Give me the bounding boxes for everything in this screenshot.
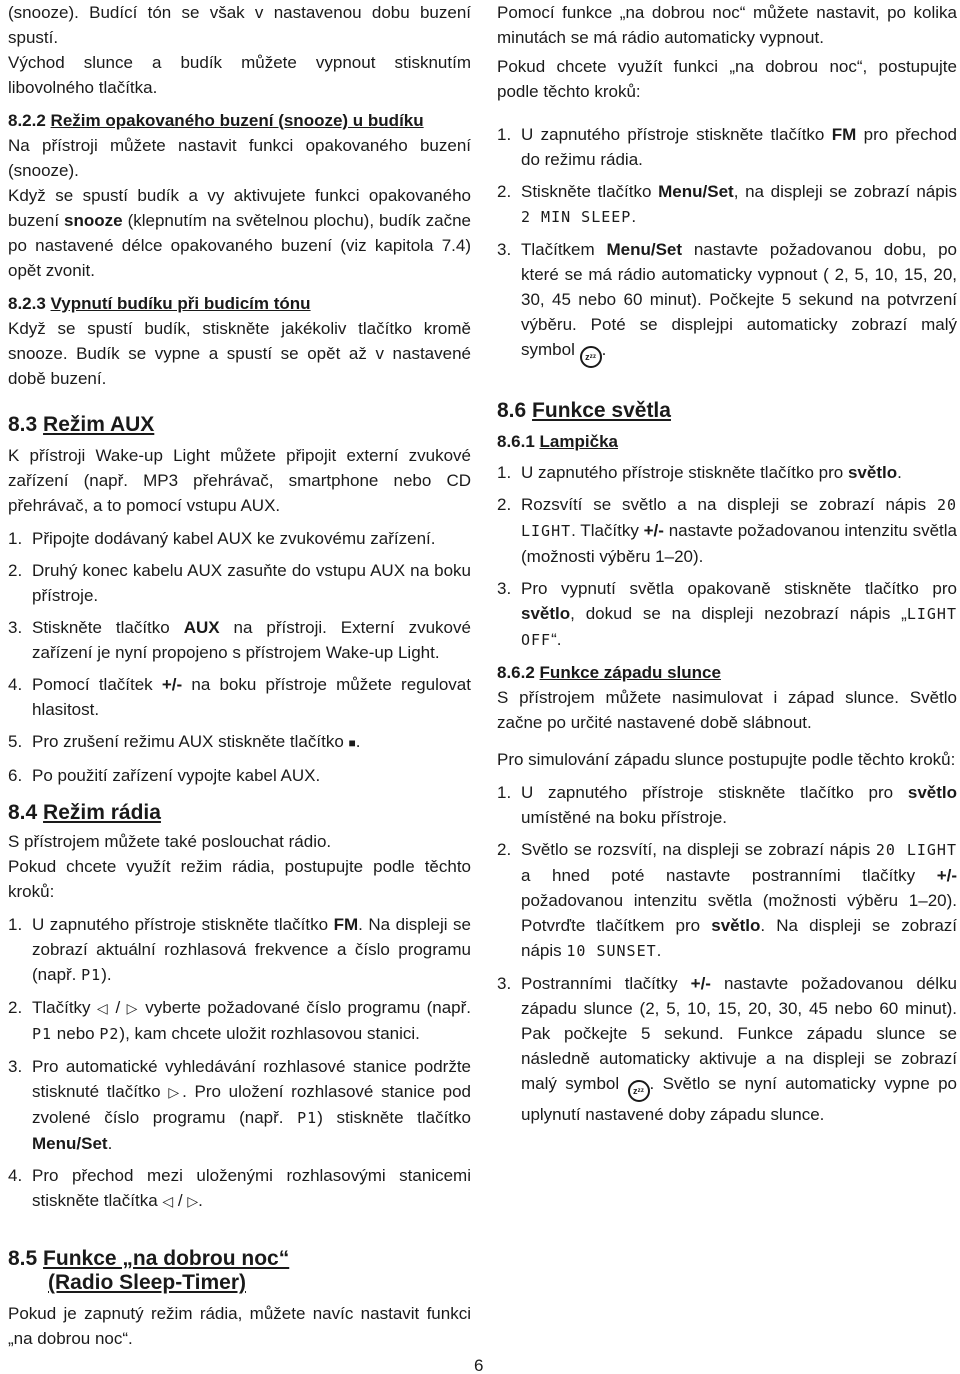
lcd-text: P1 xyxy=(32,1025,53,1043)
list-item: 3. Tlačítkem Menu/Set nastavte požadovanou dobu, po které se má rádio automaticky vypnout ( 2, 5, 10, 15, 20, 30, 45 nebo 60 minut). Počkejte 5 sekund na potvrzení výběru. Poté se displejpi automaticky zobrazí malý symbol zᶻᶻ . xyxy=(497,237,957,368)
subsection-heading-8-6-2: 8.6.2 Funkce západu slunce xyxy=(497,663,721,682)
section-heading-8-4: 8.4 Režim rádia xyxy=(8,801,161,824)
next-icon: ▷ xyxy=(126,1000,139,1016)
sleep-zzz-icon: zᶻᶻ xyxy=(580,346,602,368)
paragraph: S přístrojem můžete také poslouchat rádio. xyxy=(8,832,332,851)
lcd-text: 20 LIGHT xyxy=(875,841,957,859)
previous-icon: ◁ xyxy=(162,1193,174,1209)
right-column xyxy=(497,0,957,1134)
lcd-text: LIGHT OFF xyxy=(521,605,957,649)
lcd-text: 10 SUNSET xyxy=(566,942,657,960)
lcd-text: P1 xyxy=(81,966,102,984)
list-item: 6. Po použití zařízení vypojte kabel AUX. xyxy=(8,766,321,785)
subsection-heading-8-6-1: 8.6.1 Lampička xyxy=(497,432,618,451)
paragraph: Na přístroji můžete nastavit funkci opakovaného buzení (snooze). xyxy=(8,136,471,180)
list-item: 1. Připojte dodávaný kabel AUX ke zvukovému zařízení. xyxy=(8,529,436,548)
sunset-steps-list xyxy=(497,780,957,1127)
paragraph: Pokud chcete využít režim rádia, postupujte podle těchto kroků: xyxy=(8,857,471,901)
lamp-steps-list xyxy=(497,460,957,653)
paragraph: Pro simulování západu slunce postupujte podle těchto kroků: xyxy=(497,750,956,769)
list-item: 2. Tlačítky ◁ / ▷ vyberte požadované číslo programu (např. P1 nebo P2), kam chcete uložit rozhlasovou stanici. xyxy=(8,998,471,1043)
list-item: 2. Stiskněte tlačítko Menu/Set, na displeji se zobrazí nápis 2 MIN SLEEP. xyxy=(497,182,957,226)
paragraph: Pokud je zapnutý režim rádia, můžete navíc nastavit funkci „na dobrou noc“. xyxy=(8,1304,471,1348)
sleep-timer-steps-list xyxy=(497,122,957,368)
left-column xyxy=(8,0,471,1351)
page-number: 6 xyxy=(474,1356,484,1374)
paragraph: Když se spustí budík a vy aktivujete funkci opakovaného buzení snooze (klepnutím na světelnou plochu), budík začne po nastavené délce opakovaného buzení (viz kapitola 7.4) opět zvonit. xyxy=(8,186,471,280)
sleep-zzz-icon: zᶻᶻ xyxy=(628,1080,650,1102)
section-heading-8-6: 8.6 Funkce světla xyxy=(497,399,671,422)
lcd-text: P2 xyxy=(99,1025,120,1043)
section-heading-8-5: 8.5 Funkce „na dobrou noc“ (Radio Sleep-Timer) xyxy=(8,1247,290,1294)
list-item: 3. Stiskněte tlačítko AUX na přístroji. Externí zvukové zařízení je nyní propojeno s přístrojem Wake-up Light. xyxy=(8,618,471,662)
paragraph: Východ slunce a budík můžete vypnout stisknutím libovolného tlačítka. xyxy=(8,53,471,97)
paragraph: Pomocí funkce „na dobrou noc“ můžete nastavit, po kolika minutách se má rádio automaticky vypnout. xyxy=(497,3,957,47)
list-item: 2. Světlo se rozsvítí, na displeji se zobrazí nápis 20 LIGHT a hned poté nastavte postranními tlačítky +/- požadovanou intenzitu světla (možnosti výběru 1–20). Potvrďte tlačítkem pro světlo. Na displeji se zobrazí nápis 10 SUNSET. xyxy=(497,840,957,960)
next-icon: ▷ xyxy=(187,1193,199,1209)
next-icon: ▷ xyxy=(168,1084,183,1100)
paragraph: Pokud chcete využít funkci „na dobrou noc“, postupujte podle těchto kroků: xyxy=(497,57,957,101)
list-item: 3. Postranními tlačítky +/- nastavte požadovanou délku západu slunce (2, 5, 10, 15, 20, 30, 45 nebo 60 minut). Pak počkejte 5 sekund. Funkce západu slunce se následně automaticky aktivuje a na displeji se zobrazí malý symbol zᶻᶻ . Světlo se nyní automaticky vypne po uplynutí nastavené doby západu slunce. xyxy=(497,974,957,1124)
stop-icon: ■ xyxy=(348,736,356,750)
list-item: 5. Pro zrušení režimu AUX stiskněte tlačítko ■. xyxy=(8,732,361,751)
list-item: 4. Pomocí tlačítek +/- na boku přístroje můžete regulovat hlasitost. xyxy=(8,675,471,719)
list-item: 1. U zapnutého přístroje stiskněte tlačítko FM pro přechod do režimu rádia. xyxy=(497,125,957,169)
paragraph: S přístrojem můžete nasimulovat i západ slunce. Světlo začne po určité nastavené době slábnout. xyxy=(497,688,957,732)
subsection-heading-8-2-2: 8.2.2 Režim opakovaného buzení (snooze) u budíku xyxy=(8,111,424,130)
lcd-text: P1 xyxy=(297,1109,318,1127)
list-item: 2. Druhý konec kabelu AUX zasuňte do vstupu AUX na boku přístroje. xyxy=(8,561,471,605)
paragraph: Když se spustí budík, stiskněte jakékoliv tlačítko kromě snooze. Budík se vypne a spustí se opět až v nastavené době buzení. xyxy=(8,319,471,388)
list-item: 2. Rozsvítí se světlo a na displeji se zobrazí nápis 20 LIGHT. Tlačítky +/- nastavte požadovanou intenzitu světla (možnosti výběru 1–20). xyxy=(497,495,957,566)
aux-steps-list xyxy=(8,526,471,788)
list-item: 4. Pro přechod mezi uloženými rozhlasovými stanicemi stiskněte tlačítka ◁ / ▷. xyxy=(8,1166,471,1210)
list-item: 1. U zapnutého přístroje stiskněte tlačítko pro světlo. xyxy=(497,463,902,482)
list-item: 3. Pro vypnutí světla opakovaně stiskněte tlačítko pro světlo, dokud se na displeji nezobrazí nápis „LIGHT OFF“. xyxy=(497,579,957,649)
list-item: 1. U zapnutého přístroje stiskněte tlačítko FM. Na displeji se zobrazí aktuální rozhlasová frekvence a číslo programu (např. P1). xyxy=(8,915,471,984)
paragraph: (snooze). Budící tón se však v nastavenou dobu buzení spustí. xyxy=(8,3,471,47)
previous-icon: ◁ xyxy=(96,1000,110,1016)
list-item: 3. Pro automatické vyhledávání rozhlasové stanice podržte stisknuté tlačítko ▷. Pro uložení rozhlasové stanice pod zvolené číslo programu (např. P1) stiskněte tlačítko Menu/Set. xyxy=(8,1057,471,1153)
lcd-text: 2 MIN SLEEP xyxy=(521,208,632,226)
list-item: 1. U zapnutého přístroje stiskněte tlačítko pro světlo umístěné na boku přístroje. xyxy=(497,783,957,827)
radio-steps-list xyxy=(8,912,471,1214)
paragraph: K přístroji Wake-up Light můžete připojit externí zvukové zařízení (např. MP3 přehrávač, smartphone nebo CD přehrávač, a to pomocí vstupu AUX. xyxy=(8,446,471,515)
section-heading-8-3: 8.3 Režim AUX xyxy=(8,413,155,436)
subsection-heading-8-2-3: 8.2.3 Vypnutí budíku při budicím tónu xyxy=(8,294,311,313)
lcd-text: 20 LIGHT xyxy=(521,496,957,540)
